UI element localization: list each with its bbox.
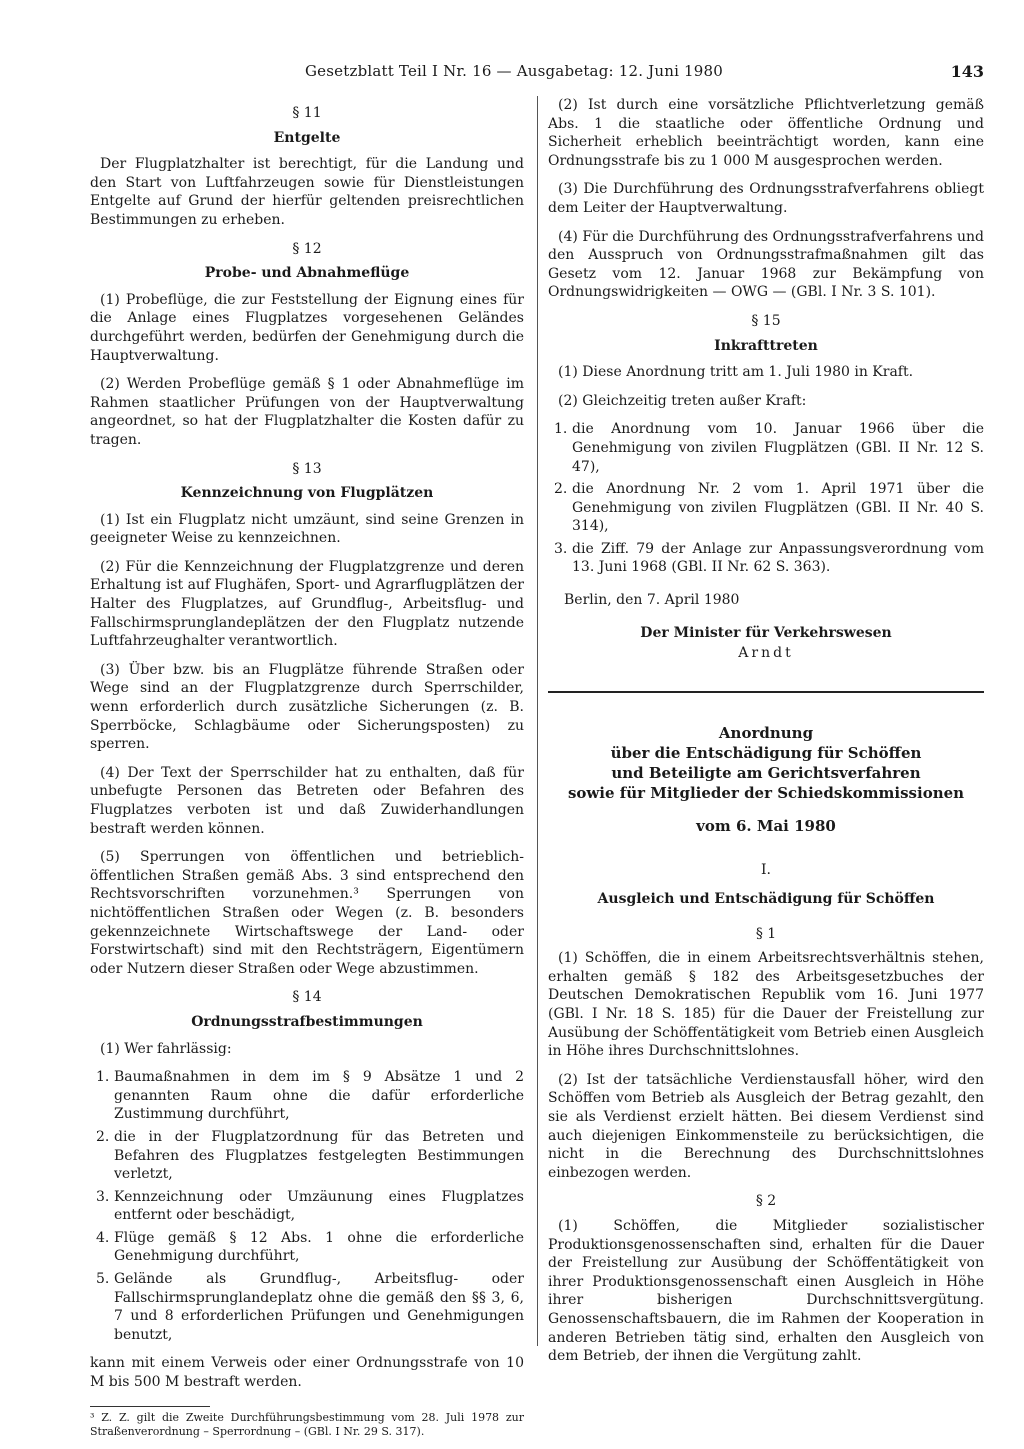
- paragraph: (1) Probeflüge, die zur Feststellung der Eignung eines für die Anlage eines Flugplatzes vorgesehenen Geländes durchgeführt werden, bedürfen der Genehmigung durch die Hauptverwaltung.: [90, 291, 524, 364]
- list-item: [90, 1068, 524, 1124]
- column-divider: [537, 96, 538, 1346]
- list-item: [548, 540, 984, 577]
- list-item: [548, 420, 984, 476]
- list-text: die Ziff. 79 der Anlage zur Anpassungsverordnung vom 13. Juni 1968 (GBl. II Nr. 62 S. 363).: [572, 540, 984, 576]
- section-12: [90, 240, 524, 450]
- paragraph: kann mit einem Verweis oder einer Ordnungsstrafe von 10 M bis 500 M bestraft werden.: [90, 1355, 524, 1391]
- list-item: [90, 1128, 524, 1184]
- section-number: § 15: [751, 312, 781, 329]
- paragraph: (1) Wer fahrlässig:: [100, 1040, 232, 1057]
- list-number: 1.: [96, 1069, 110, 1086]
- decree-date: vom 6. Mai 1980: [696, 816, 836, 835]
- paragraph: (1) Schöffen, die Mitglieder sozialistischer Produktionsgenossenschaften sind, erhalten für die Dauer der Freistellung zur Ausübung der Schöffentätigkeit von ihrer Produktionsgenossenschaft einen Ausgleich in Höhe ihrer bisherigen Durchschnittsvergütung. Genossenschaftsbauern, die im Rahmen der Kooperation in anderen Betrieben tätig sind, erhalten den Ausgleich von dem Betrieb, der ihnen die Vergütung zahlt.: [548, 1217, 984, 1365]
- section-number: § 1: [755, 925, 777, 942]
- list-item: [548, 480, 984, 536]
- list-item: [90, 1229, 524, 1266]
- signature-role: Der Minister für Verkehrswesen: [640, 624, 892, 641]
- list-item: [90, 1188, 524, 1225]
- list-number: 3.: [554, 540, 568, 557]
- list-text: die Anordnung vom 10. Januar 1966 über die Genehmigung von zivilen Flugplätzen (GBl. II Nr. 12 S. 47),: [572, 421, 984, 475]
- list-text: die in der Flugplatzordnung für das Betreten und Befahren des Flugplatzes festgelegten Bestimmungen verletzt,: [114, 1128, 524, 1183]
- list-text: Baumaßnahmen in dem im § 9 Absätze 1 und 2 genannten Raum ohne die dafür erforderliche Zustimmung durchführt,: [114, 1069, 524, 1123]
- section-13: [90, 460, 524, 979]
- signature-place-date: Berlin, den 7. April 1980: [564, 592, 740, 609]
- list-number: 3.: [96, 1188, 110, 1205]
- section-divider: [548, 691, 984, 693]
- paragraph: (1) Diese Anordnung tritt am 1. Juli 1980 in Kraft.: [558, 364, 914, 381]
- section-number: § 14: [292, 989, 322, 1006]
- paragraph: (4) Der Text der Sperrschilder hat zu enthalten, daß für unbefugte Personen das Betreten oder Befahren des Flugplatzes verboten ist und daß Zuwiderhandlungen bestraft werden können.: [90, 764, 524, 837]
- list-number: 5.: [96, 1271, 110, 1288]
- section-number: § 11: [292, 105, 322, 121]
- list-number: 2.: [96, 1128, 110, 1145]
- section-title: Inkrafttreten: [714, 337, 818, 354]
- paragraph: (2) Für die Kennzeichnung der Flugplatzgrenze und deren Erhaltung ist auf Flughäfen, Sport- und Agrarflugplätzen der Halter des Flugplatzes, auf Grundflug-, Arbeitsflug- und Fallschirmsprunglandeplätzen der den Flugplatz nutzende Luftfahrzeughalter verantwortlich.: [90, 558, 524, 650]
- list-text: Flüge gemäß § 12 Abs. 1 ohne die erforderliche Genehmigung durchführt,: [114, 1229, 524, 1265]
- footnote: ³ Z. Z. gilt die Zweite Durchführungsbestimmung vom 28. Juli 1978 zur Straßenverordnung – Sperrordnung – (GBl. I Nr. 29 S. 317).: [90, 1410, 524, 1438]
- part-title: Ausgleich und Entschädigung für Schöffen: [597, 891, 935, 908]
- list-number: 2.: [554, 481, 568, 498]
- page-header: [100, 62, 984, 84]
- paragraph: (3) Über bzw. bis an Flugplätze führende Straßen oder Wege sind an der Flugplatzgrenze durch Sperrschilder, wenn erforderlich durch zusätzliche Sicherungen (z. B. Sperrböcke, Schlagbäume oder Sicherungsposten) zu sperren.: [90, 661, 524, 753]
- paragraph: (5) Sperrungen von öffentlichen und betrieblich-öffentlichen Straßen gemäß Abs. 3 sind entsprechend den Rechtsvorschriften vorzunehmen.³ Sperrungen von nichtöffentlichen Straßen oder Wegen (z. B. besonders gekennzeichnete Wirtschaftswege der Land- oder Forstwirtschaft) sind mit den Rechtsträgern, Eigentümern oder Nutzern dieser Straßen oder Wege abzustimmen.: [90, 849, 524, 977]
- right-column: [548, 96, 984, 1376]
- signature-name: Arndt: [738, 645, 794, 662]
- section-title: Ordnungsstrafbestimmungen: [191, 1013, 423, 1030]
- part-number: I.: [761, 862, 771, 879]
- paragraph: (2) Werden Probeflüge gemäß § 1 oder Abnahmeflüge im Rahmen staatlicher Prüfungen von der Hauptverwaltung angeordnet, so hat der Flugplatzhalter die Kosten dafür zu tragen.: [90, 376, 524, 448]
- decree-title-line: sowie für Mitglieder der Schiedskommissionen: [567, 783, 965, 802]
- paragraph: (1) Schöffen, die in einem Arbeitsrechtsverhältnis stehen, erhalten gemäß § 182 des Arbeitsgesetzbuches der Deutschen Demokratischen Republik vom 16. Juni 1977 (GBl. I Nr. 18 S. 185) für die Dauer der Freistellung zur Ausübung der Schöffentätigkeit vom Betrieb einen Ausgleich in Höhe ihres Durchschnittslohnes.: [548, 950, 984, 1060]
- paragraph: (2) Gleichzeitig treten außer Kraft:: [558, 392, 807, 409]
- paragraph: (3) Die Durchführung des Ordnungsstrafverfahrens obliegt dem Leiter der Hauptverwaltung.: [548, 181, 984, 216]
- paragraph: Der Flugplatzhalter ist berechtigt, für die Landung und den Start von Luftfahrzeugen sowie für Dienstleistungen Entgelte auf Grund der hierfür geltenden preisrechtlichen Bestimmungen zu erheben.: [90, 156, 524, 228]
- footnote-divider: [90, 1406, 210, 1407]
- gazette-header-title: Gesetzblatt Teil I Nr. 16 — Ausgabetag: 12. Juni 1980: [305, 62, 724, 80]
- section-11: [90, 104, 524, 230]
- offense-list: [90, 1068, 524, 1344]
- list-number: 4.: [96, 1229, 110, 1246]
- paragraph: (2) Ist der tatsächliche Verdienstausfall höher, wird den Schöffen vom Betrieb als Ausgleich der Betrag gezahlt, den sie als Verdienst erzielt hätten. Bei diesem Verdienst sind auch diejenigen Einkommensteile zu berücksichtigen, die nicht in die Berechnung des Durchschnittslohnes einbezogen werden.: [548, 1071, 984, 1181]
- left-column: [90, 96, 524, 1449]
- decree-title-line: und Beteiligte am Gerichtsverfahren: [611, 763, 921, 782]
- page-number: 143: [950, 62, 984, 81]
- list-item: [90, 1270, 524, 1344]
- list-text: die Anordnung Nr. 2 vom 1. April 1971 über die Genehmigung von zivilen Flugplätzen (GBl. II Nr. 40 S. 314),: [572, 481, 984, 535]
- section-number: § 13: [292, 460, 322, 477]
- list-number: 1.: [554, 421, 568, 438]
- section-title: Probe- und Abnahmeflüge: [204, 265, 410, 282]
- paragraph: (4) Für die Durchführung des Ordnungsstrafverfahrens und den Ausspruch von Ordnungsstrafmaßnahmen gilt das Gesetz vom 12. Januar 1968 zur Bekämpfung von Ordnungswidrigkeiten — OWG — (GBl. I Nr. 3 S. 101).: [548, 228, 984, 301]
- paragraph: (2) Ist durch eine vorsätzliche Pflichtverletzung gemäß Abs. 1 die staatliche oder öffentliche Ordnung und Sicherheit erheblich beeinträchtigt worden, kann eine Ordnungsstrafe bis zu 1 000 M ausgesprochen werden.: [548, 97, 984, 169]
- section-14: [90, 988, 524, 1391]
- repeal-list: [548, 420, 984, 577]
- section-title: Entgelte: [273, 129, 341, 146]
- list-text: Gelände als Grundflug-, Arbeitsflug- oder Fallschirmsprunglandeplatz ohne die gemäß den §§ 3, 6, 7 und 8 erforderlichen Prüfungen und Genehmigungen benutzt,: [114, 1271, 524, 1343]
- section-14-continued: [548, 96, 984, 302]
- section-number: § 12: [292, 240, 322, 257]
- section-title: Kennzeichnung von Flugplätzen: [180, 485, 434, 502]
- decree-title-line: über die Entschädigung für Schöffen: [610, 743, 922, 762]
- decree-title-line: Anordnung: [718, 723, 814, 742]
- section-number: § 2: [755, 1193, 777, 1210]
- section-15: [548, 312, 984, 577]
- paragraph: (1) Ist ein Flugplatz nicht umzäunt, sind seine Grenzen in geeigneter Weise zu kennzeichnen.: [90, 511, 524, 547]
- list-text: Kennzeichnung oder Umzäunung eines Flugplatzes entfernt oder beschädigt,: [114, 1188, 524, 1224]
